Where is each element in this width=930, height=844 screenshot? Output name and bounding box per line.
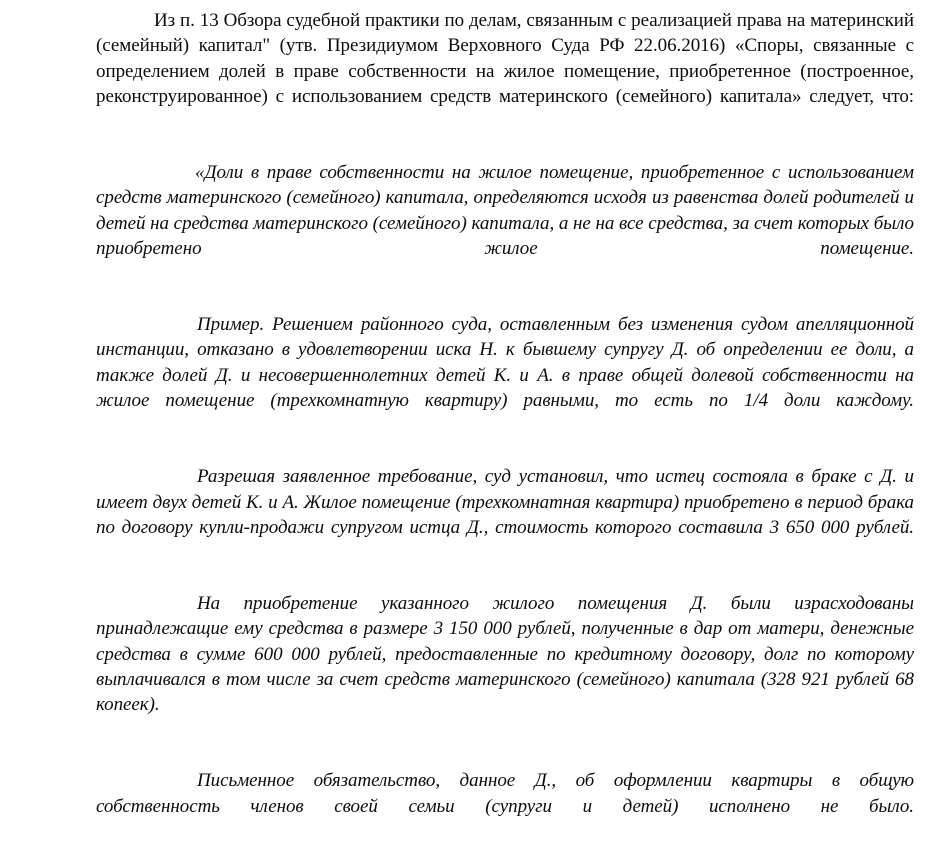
paragraph-example-decision: Пример. Решением районного суда, оставленным без изменения судом апелляционной инстанции, отказано в удовлетворении иска Н. к бывшему супругу Д. об определении ее доли, а также долей Д. и несовершеннолетних детей К. и А. в праве общей долевой собственности на жилое помещение (трехкомнатную квартиру) равными, то есть по 1/4 доли каждому. (96, 314, 914, 412)
paragraph-funds-breakdown: На приобретение указанного жилого помещения Д. были израсходованы принадлежащие ему средства в размере 3 150 000 рублей, полученные в дар от матери, денежные средства в сумме 600 000 рублей, предоставленные по кредитному договору, долг по которому выплачивался в том числе за счет средств материнского (семейного) капитала (328 921 рублей 68 копеек). (96, 592, 914, 716)
paragraph-written-obligation: Письменное обязательство, данное Д., об оформлении квартиры в общую собственность членов своей семьи (супруги и детей) исполнено не было. (96, 770, 914, 817)
paragraph-court-findings: Разрешая заявленное требование, суд установил, что истец состояла в браке с Д. и имеет двух детей К. и А. Жилое помещение (трехкомнатная квартира) приобретено в период брака по договору купли-продажи супругом истца Д., стоимость которого составила 3 650 000 рублей. (96, 466, 914, 538)
paragraph-intro: Из п. 13 Обзора судебной практики по делам, связанным с реализацией права на материнский (семейный) капитал" (утв. Президиумом Верховного Суда РФ 22.06.2016) «Споры, связанные с определением долей в праве собственности на жилое помещение, приобретенное (построенное, реконструированное) с использованием средств материнского (семейного) капитала» следует, что: (96, 10, 914, 108)
paragraph-quote-shares: «Доли в праве собственности на жилое помещение, приобретенное с использованием средств материнского (семейного) капитала, определяются исходя из равенства долей родителей и детей на средства материнского (семейного) капитала, а не на все средства, за счет которых было приобретено жилое помещение. (96, 162, 914, 260)
document-text-body (96, 8, 914, 844)
